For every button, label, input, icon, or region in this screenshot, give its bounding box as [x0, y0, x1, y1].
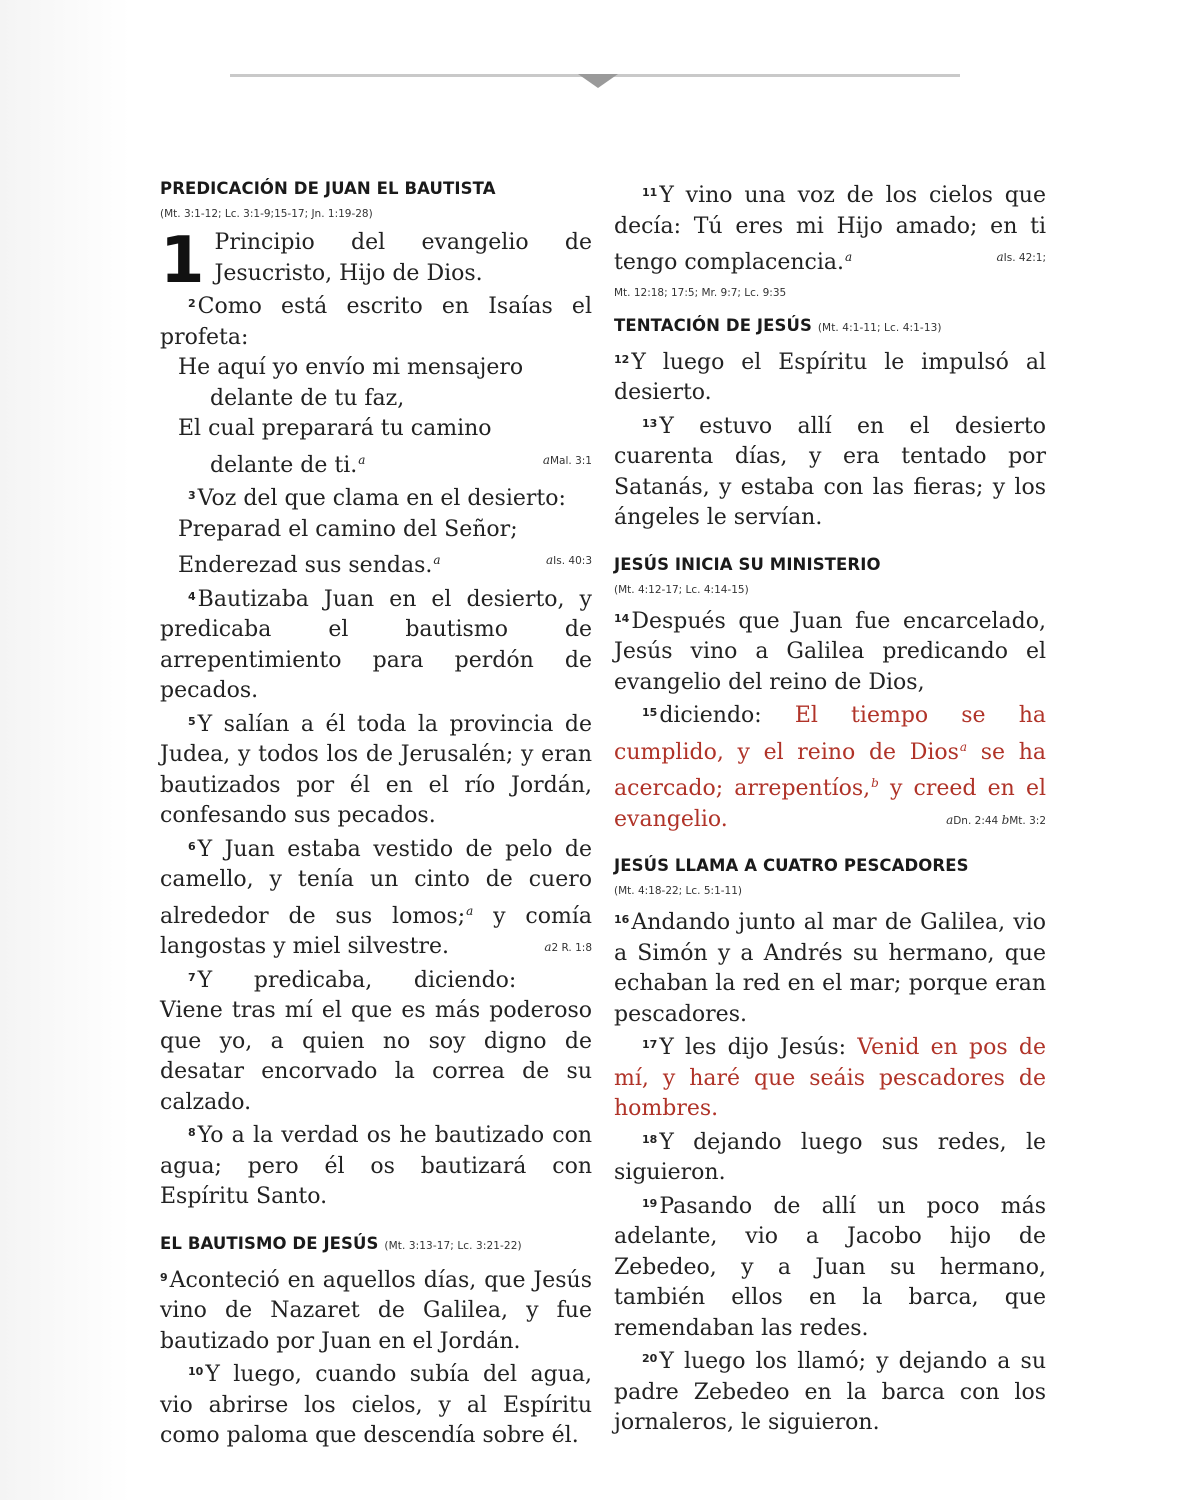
- verse-15: [614, 698, 1046, 835]
- footnote-mark: a: [466, 903, 474, 918]
- verse-text: Después que Juan fue encarcelado, Jesús vino a Galilea predicando el evangelio del reino de Dios,: [614, 608, 1046, 695]
- footnote-mark: b: [1001, 812, 1010, 827]
- verse-text: Y salían a él toda la provincia de Judea, y todos los de Jerusalén; y eran bautizados por él en el río Jordán, confesando sus pecados.: [160, 711, 592, 828]
- verse-5: [160, 707, 592, 832]
- ribbon-marker: [578, 74, 618, 88]
- verse-number: 8: [188, 1126, 196, 1139]
- cross-reference: [918, 805, 1046, 837]
- parallel-references: (Mt. 4:1-11; Lc. 4:1-13): [817, 321, 942, 334]
- footnote-mark: a: [946, 812, 954, 827]
- parallel-references: (Mt. 3:13-17; Lc. 3:21-22): [384, 1239, 522, 1252]
- cross-reference-text: Is. 42:1;: [1003, 252, 1046, 264]
- verse-number: 6: [188, 839, 196, 853]
- verse-number: 17: [642, 1038, 658, 1051]
- cross-reference-text: Is. 40:3: [553, 555, 592, 567]
- verse-text: Y predicaba, diciendo: Viene tras mí el que es más poderoso que yo, a quien no soy digno de desatar encorvado la correa de su calzado.: [160, 967, 592, 1115]
- words-of-jesus: se ha acercado; arrepentíos,: [614, 739, 1046, 801]
- verse-3: [160, 481, 592, 515]
- verse-text: Pasando de allí un poco más adelante, vio a Jacobo hijo de Zebedeo, y a Juan su hermano, también ellos en la barca, que remendaban las redes.: [614, 1193, 1046, 1341]
- poetry-line: [160, 445, 592, 482]
- verse-number: 12: [614, 352, 630, 366]
- verse-10: [160, 1357, 592, 1452]
- verse-number: 15: [642, 706, 658, 719]
- poetry-line: Preparad el camino del Señor;: [178, 516, 518, 542]
- verse-text: Y estuvo allí en el desierto cuarenta días, y era tentado por Satanás, y estaba con las fieras; y los ángeles le servían.: [614, 413, 1046, 530]
- cross-reference-text: 2 R. 1:8: [551, 942, 592, 954]
- footnote-mark: a: [542, 452, 550, 467]
- verse-text: y comía langostas y miel silvestre.: [160, 903, 593, 959]
- section-title: TENTACIÓN DE JESÚS: [614, 315, 812, 335]
- cross-reference: [543, 445, 592, 477]
- verse-4: [160, 582, 592, 707]
- verse-text: Andando junto al mar de Galilea, vio a Simón y a Andrés su hermano, que echaban la red en el mar; porque eran pescadores.: [614, 910, 1046, 1027]
- verse-text: Bautizaba Juan en el desierto, y predicaba el bautismo de arrepentimiento para perdón de pecados.: [160, 586, 592, 703]
- verse-text: diciendo:: [659, 703, 795, 728]
- verse-number: 2: [188, 297, 196, 310]
- verse-7: [160, 963, 592, 1119]
- parallel-references: (Mt. 4:12-17; Lc. 4:14-15): [614, 583, 749, 596]
- section-gap: [614, 307, 1046, 315]
- verse-number: 9: [160, 1270, 168, 1284]
- footnote-mark: a: [358, 452, 366, 467]
- verse-number: 5: [188, 714, 196, 728]
- verse-number: 11: [642, 186, 658, 199]
- section-title: EL BAUTISMO DE JESÚS: [160, 1233, 379, 1253]
- verse-text: Aconteció en aquellos días, que Jesús vino de Nazaret de Galilea, y fue bautizado por Juan en el Jordán.: [160, 1267, 592, 1354]
- verse-number: 3: [188, 489, 196, 502]
- verse-text: Y les dijo Jesús:: [659, 1035, 858, 1060]
- verse-text: Como está escrito en Isaías el profeta:: [160, 294, 592, 350]
- verse-2: [160, 289, 592, 353]
- verse-number: 13: [642, 416, 658, 430]
- poetry-text: Enderezad sus sendas.: [178, 553, 433, 578]
- verse-number: 10: [188, 1365, 204, 1378]
- cross-reference: [968, 242, 1046, 274]
- verse-20: [614, 1344, 1046, 1439]
- verse-number: 18: [642, 1132, 658, 1146]
- words-of-jesus: El tiempo se ha cumplido, y el reino de Dios: [614, 703, 1046, 765]
- verse-text: Y dejando luego sus redes, le siguieron.: [614, 1129, 1046, 1185]
- poetry-line: [160, 545, 592, 582]
- verse-text: Y vino una voz de los cielos que decía: Tú eres mi Hijo amado; en ti tengo complacencia.: [614, 183, 1046, 275]
- verse-12: [614, 345, 1046, 409]
- cross-reference: [546, 545, 592, 577]
- verse-number: 14: [614, 611, 630, 625]
- poetry-text: delante de ti.: [210, 452, 358, 478]
- verse-14: [614, 604, 1046, 699]
- parallel-references: (Mt. 3:1-12; Lc. 3:1-9;15-17; Jn. 1:19-28): [160, 208, 373, 220]
- verse-9: [160, 1263, 592, 1358]
- poetry-line: He aquí yo envío mi mensajero: [178, 355, 524, 380]
- verse-text: Y luego, cuando subía del agua, vio abrirse los cielos, y al Espíritu como paloma que descendía sobre él.: [160, 1362, 592, 1448]
- footnote-mark: a: [544, 940, 552, 954]
- footnote-mark: a: [546, 553, 554, 567]
- verse-16: [614, 905, 1046, 1030]
- verse-number: 16: [614, 913, 630, 926]
- verse-text: Y Juan estaba vestido de pelo de camello, y tenía un cinto de cuero alrededor de sus lomos;: [160, 836, 592, 929]
- section-heading: JESÚS LLAMA A CUATRO PESCADORES: [614, 856, 969, 875]
- verse-number: 20: [642, 1352, 658, 1365]
- section-gap: [614, 835, 1046, 855]
- verse-17: [614, 1030, 1046, 1125]
- cross-reference-continued: Mt. 12:18; 17:5; Mr. 9:7; Lc. 9:35: [614, 286, 787, 299]
- verse-1: [160, 224, 592, 298]
- words-of-jesus: Venid en pos de mí, y haré que seáis pescadores de hombres.: [614, 1035, 1046, 1121]
- verse-text: Y luego el Espíritu le impulsó al desierto.: [614, 349, 1046, 405]
- verse-number: 7: [188, 970, 196, 984]
- verse-text: Voz del que clama en el desierto:: [197, 486, 566, 511]
- section-heading: [160, 1233, 592, 1257]
- verse-text: Y luego los llamó; y dejando a su padre Zebedeo en la barca con los jornaleros, le siguieron.: [614, 1349, 1046, 1435]
- footnote-mark: a: [996, 250, 1004, 264]
- verse-18: [614, 1125, 1046, 1189]
- footnote-mark: a: [959, 739, 968, 754]
- verse-number: 19: [642, 1196, 658, 1210]
- footnote-mark: a: [845, 250, 853, 264]
- section-gap: [614, 534, 1046, 554]
- cross-reference-text: Mal. 3:1: [550, 454, 592, 467]
- section-gap: [160, 1213, 592, 1233]
- right-column: [614, 178, 1046, 1439]
- page-edge-shadow: [0, 0, 130, 1500]
- verse-19: [614, 1189, 1046, 1345]
- verse-13: [614, 409, 1046, 534]
- words-of-jesus: y creed en el evangelio.: [614, 776, 1046, 832]
- left-column: [160, 178, 592, 1452]
- verse-text: Yo a la verdad os he bautizado con agua; pero él os bautizará con Espíritu Santo.: [160, 1123, 592, 1209]
- footnote-mark: a: [433, 553, 441, 567]
- verse-11: [614, 178, 1046, 279]
- parallel-references: (Mt. 4:18-22; Lc. 5:1-11): [614, 885, 742, 897]
- verse-6: [160, 832, 592, 963]
- section-heading: [614, 315, 1046, 339]
- cross-reference: [516, 932, 592, 964]
- chapter-number: 1: [160, 224, 205, 298]
- cross-reference-text: Mt. 3:2: [1009, 814, 1046, 827]
- section-heading: JESÚS INICIA SU MINISTERIO: [614, 554, 881, 574]
- poetry-line: El cual preparará tu camino: [178, 416, 492, 441]
- section-heading: PREDICACIÓN DE JUAN EL BAUTISTA: [160, 179, 496, 198]
- footnote-mark: b: [871, 776, 879, 790]
- verse-text: Principio del evangelio de Jesucristo, Hijo de Dios.: [214, 230, 592, 286]
- verse-8: [160, 1118, 592, 1213]
- verse-number: 4: [188, 589, 196, 603]
- poetry-line: delante de tu faz,: [210, 385, 405, 411]
- cross-reference-text: Dn. 2:44: [953, 814, 999, 827]
